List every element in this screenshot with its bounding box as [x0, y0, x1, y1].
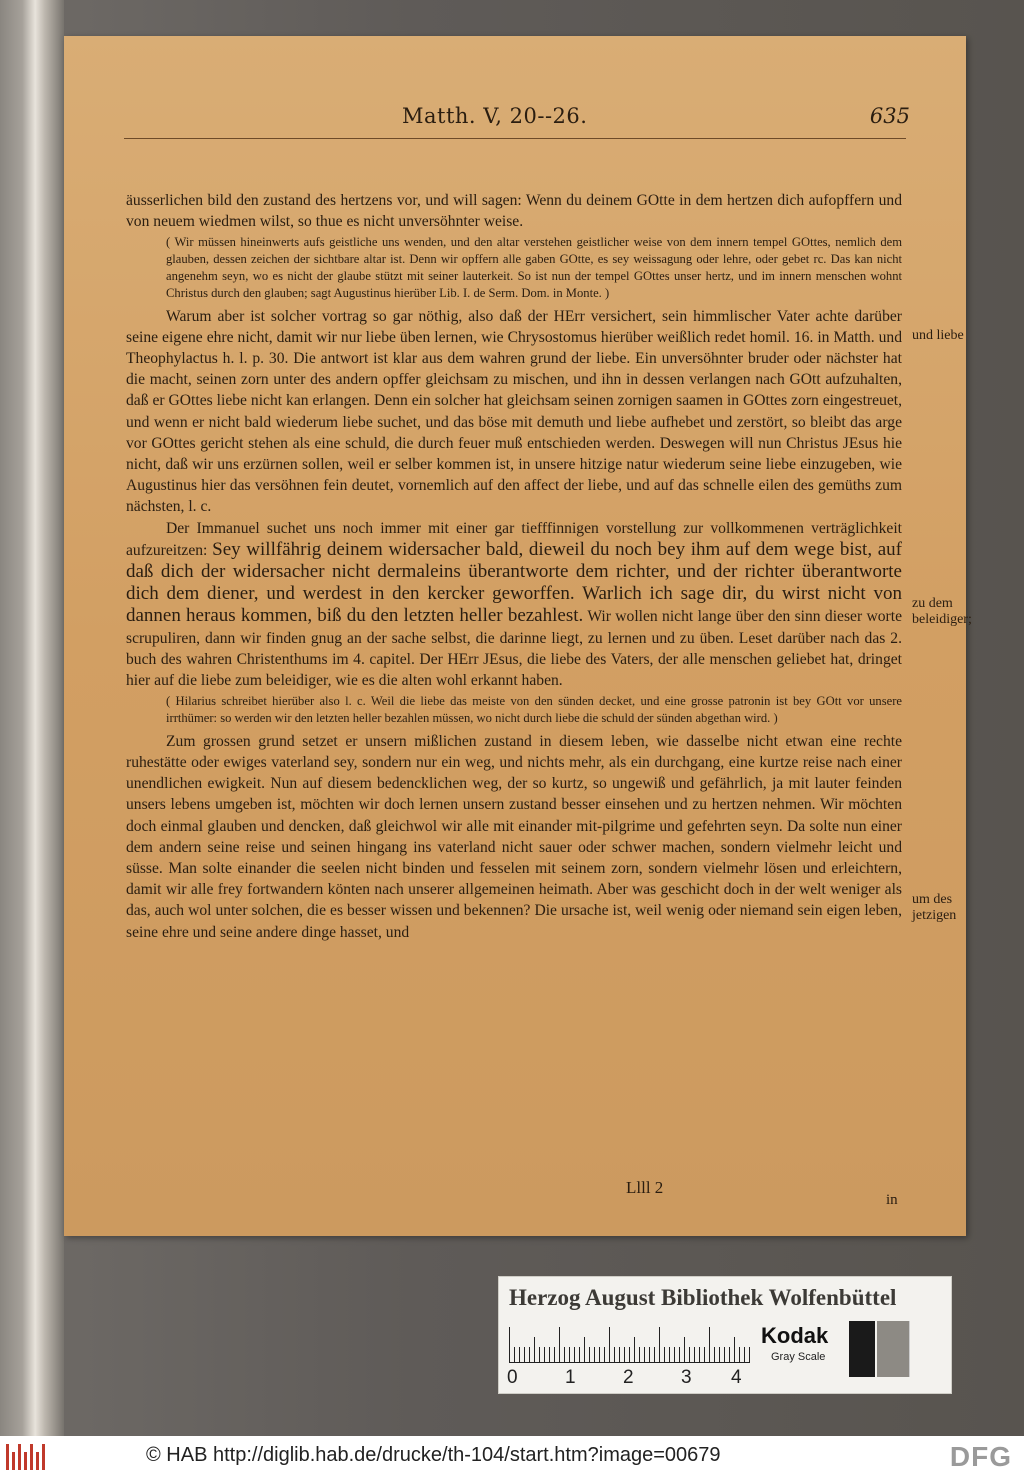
page-header: [64, 104, 966, 140]
ruler-tick: [739, 1347, 740, 1363]
hab-logo-icon: [6, 1444, 48, 1470]
ruler-tick: [699, 1347, 700, 1363]
ruler-tick: [564, 1347, 565, 1363]
page-number: 635: [869, 104, 910, 128]
running-head: Matth. V, 20--26.: [402, 104, 588, 128]
scale-number-0: 0: [507, 1367, 518, 1388]
ruler-tick: [594, 1347, 595, 1363]
ruler-tick: [619, 1347, 620, 1363]
color-target: [498, 1276, 952, 1394]
kodak-label: Kodak: [761, 1323, 829, 1348]
paragraph-4: Zum grossen grund setzet er unsern mißlichen zustand in diesem leben, wie dasselbe nicht etwan eine rechte ruhestätte oder ewiges vaterland sey, sondern nur ein weg, und nichts mehr, als ein durchgang, eine kurtze reise nach einer unendlichen ewigkeit. Nun auf diesem bedencklichen weg, der so kurtz, so ungewiß und gefährlich, ja mit lauter feinden unsers lebens umgeben ist, möchten wir doch lernen unsern zustand besser einsehen und zu hertzen nehmen. Wir möchten doch einmal glauben und dencken, daß gleichwol wir alle mit einander mit-pilgrime und gefehrten seyn. Da solte nun einer dem andern seine reise und seinen hingang ins vaterland nicht sauer oder schwer machen, sondern vielmehr leicht und süsse. Man solte einander die seelen nicht binden und fesselen mit seinem zorn, sondern vielmehr lösen und erleichtern, damit wir alle frey fortwandern könten nach unserer allgemeinen heimath. Aber was geschicht doch in der welt weniger als das, auch wol unter solchen, die es besser wissen und bekennen? Die ursache ist, weil wenig oder niemand sein eigen leben, seine ehre und seine andere dinge hasset, und: [126, 732, 902, 941]
ruler-tick: [734, 1337, 735, 1363]
swatch-gray: [877, 1321, 909, 1377]
ruler-tick: [609, 1327, 610, 1363]
scale-number-4: 4: [731, 1367, 742, 1388]
ruler-tick: [684, 1337, 685, 1363]
paragraph-3-intro: Der Immanuel suchet uns noch immer mit einer gar tiefffinnigen vorstellung zur vollkommenen verträglichkeit aufzureitzen:: [126, 519, 902, 559]
ruler-tick: [549, 1347, 550, 1363]
ruler-tick: [744, 1347, 745, 1363]
ruler-tick: [509, 1327, 510, 1363]
book-edge: [0, 0, 64, 1436]
logo-bar: [36, 1452, 39, 1470]
scale-number-3: 3: [681, 1367, 692, 1388]
paragraph-3: [126, 518, 902, 692]
ruler-tick: [614, 1347, 615, 1363]
ruler-tick: [694, 1347, 695, 1363]
logo-bar: [18, 1444, 21, 1470]
ruler-tick: [514, 1347, 515, 1363]
ruler-tick: [569, 1347, 570, 1363]
book-page: [64, 36, 972, 1236]
ruler-tick: [534, 1337, 535, 1363]
ruler-tick: [644, 1347, 645, 1363]
ruler-tick: [604, 1347, 605, 1363]
footer-bar: [0, 1436, 1024, 1478]
ruler-tick: [539, 1347, 540, 1363]
paragraph-2: Warum aber ist solcher vortrag so gar nöthig, also daß der HErr versichert, sein himmlischer Vater achte darüber seine eigene ehre nicht, damit wir nur liebe üben lernen, wie Chrysostomus hierüber weißlich redet homil. 16. in Matth. und Theophylactus h. l. p. 30. Die antwort ist klar aus dem wahren grund der liebe. Ein unversöhnter bruder oder nächster hat die macht, seinen zorn unter des andern opffer gleichsam zu mischen, und ihn in dessen verlangen nach GOtt aufzuhalten, daß er GOttes liebe nicht kan erlangen. Denn ein solcher hat gleichsam seinen zornigen saamen in GOttes zorn eingestreuet, und wenn er nicht bald wiederum liebe suchet, und das böse mit demuth und liebe aufhebet und zerstört, so bleibt das arge vor GOttes gericht stehen als eine schuld, die durch feuer muß entschieden werden. Deswegen will nun Christus JEsus hie nicht, daß wir uns erzürnen sollen, weil er selber kommen ist, in unsere hitzige natur wiederum seine liebe einzugeben, wie Augustinus hier das versöhnen fein deutet, vornemlich auf den affect der liebe, und auf das schnelle eilen des gemüths zum nächsten, l. c.: [126, 307, 902, 516]
footnote-hilarius: ( Hilarius schreibet hierüber also l. c. Weil die liebe das meiste von den sünden decket, und eine grosse patronin ist bey GOtt vor unsere irrthümer: so werden wir den letzten heller bezahlen müssen, wo nicht durch liebe die schuld der sünden abgethan wird. ): [166, 694, 902, 726]
logo-bar: [24, 1452, 27, 1470]
ruler-tick: [524, 1347, 525, 1363]
ruler-tick: [669, 1347, 670, 1363]
ruler-tick: [579, 1347, 580, 1363]
library-name: Herzog August Bibliothek Wolfenbüttel: [509, 1285, 897, 1310]
ruler-tick: [724, 1347, 725, 1363]
scale-number-2: 2: [623, 1367, 634, 1388]
ruler-tick: [589, 1347, 590, 1363]
signature-mark: Llll 2: [626, 1178, 664, 1197]
ruler-tick: [634, 1337, 635, 1363]
margin-note-3: um des jetzigen: [912, 892, 957, 923]
ruler-tick: [519, 1347, 520, 1363]
footer-credit-link[interactable]: © HAB http://diglib.hab.de/drucke/th-104/start.htm?image=00679: [146, 1444, 721, 1466]
ruler-tick: [674, 1347, 675, 1363]
ruler-tick: [704, 1347, 705, 1363]
ruler-tick: [659, 1327, 660, 1363]
ruler-tick: [679, 1347, 680, 1363]
logo-bar: [42, 1444, 45, 1470]
paragraph-1: äusserlichen bild den zustand des hertzens vor, und will sagen: Wenn du deinem GOtte in dem hertzen dich aufopffern und von neuem wiedmen wilst, so thue es nicht unversöhnter weise.: [126, 192, 902, 231]
logo-bar: [30, 1444, 33, 1470]
dfg-logo: DFG: [949, 1441, 1012, 1472]
ruler-tick: [709, 1327, 710, 1363]
ruler-tick: [554, 1347, 555, 1363]
footnote-augustinus: ( Wir müssen hineinwerts aufs geistliche uns wenden, und den altar verstehen geistlicher weise von dem innern tempel GOttes, nemlich dem glauben, dessen zeichen der sichtbare altar ist. Denn wir opffern alle gaben GOtte, es sey weissagung oder lehre, oder gebet rc. Das kan nicht angenehm seyn, wo es nicht der glaube stützt mit seiner lauterkeit. So ist nun der tempel GOttes unser hertz, und im innern menschen wohnt Christus durch den glauben; sagt Augustinus hierüber Lib. I. de Serm. Dom. in Monte. ): [166, 235, 902, 300]
ruler-tick: [584, 1337, 585, 1363]
scripture-quote: Sey willfährig deinem widersacher bald, dieweil du noch bey ihm auf dem wege bist, auf daß dich der widersacher nicht dermaleins überantworte dem richter, und der richter überantworte dich dem diener, und werdest in den kercker geworffen. Warlich ich sage dir, du wirst nicht von dannen heraus kommen, biß du den letzten heller bezahlest.: [126, 538, 902, 627]
ruler-tick: [529, 1347, 530, 1363]
ruler-tick: [749, 1347, 750, 1363]
header-rule: [124, 138, 906, 139]
catchword: in: [886, 1192, 898, 1208]
ruler-tick: [664, 1347, 665, 1363]
ruler-tick: [559, 1327, 560, 1363]
ruler-tick: [599, 1347, 600, 1363]
ruler-tick: [624, 1347, 625, 1363]
ruler-tick: [689, 1347, 690, 1363]
ruler-scale: [509, 1325, 749, 1363]
paragraph-3-rest: Wir wollen nicht lange über den sinn dieser worte scrupuliren, dann wir finden gnug an der sache selbst, die darinne liegt, zu lernen und zu üben. Leset darüber nach das 2. buch des wahren Christenthums im 4. capitel. Der HErr JEsus, die liebe des Vaters, der alle menschen geliebet hat, dringet hier auf die liebe zum beleidiger, wie es die alten wohl erkannt haben.: [126, 608, 902, 690]
ruler-tick: [654, 1347, 655, 1363]
ruler-tick: [544, 1347, 545, 1363]
ruler-tick: [639, 1347, 640, 1363]
swatch-white: [909, 1321, 938, 1377]
logo-bar: [12, 1452, 15, 1470]
ruler-tick: [719, 1347, 720, 1363]
scale-number-1: 1: [565, 1367, 576, 1388]
ruler-tick: [729, 1347, 730, 1363]
margin-note-1: und liebe: [912, 328, 964, 343]
logo-bar: [6, 1444, 9, 1470]
swatch-black: [849, 1321, 875, 1377]
ruler-tick: [574, 1347, 575, 1363]
body-text: [126, 190, 902, 943]
ruler-tick: [714, 1347, 715, 1363]
ruler-tick: [629, 1347, 630, 1363]
ruler-tick: [649, 1347, 650, 1363]
grayscale-label: Gray Scale: [771, 1351, 826, 1363]
margin-note-2: zu dem beleidiger;: [912, 596, 972, 627]
